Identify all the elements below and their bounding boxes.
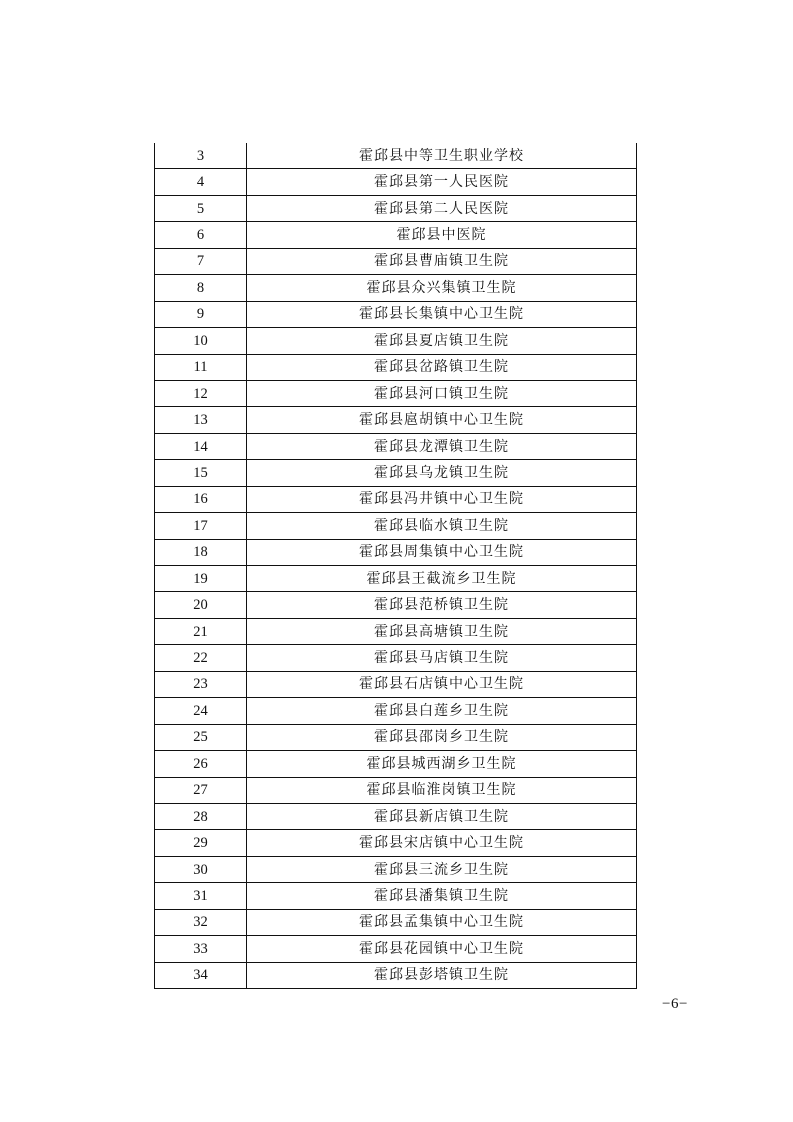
institution-name-cell: 霍邱县城西湖乡卫生院 xyxy=(247,751,637,777)
table-row xyxy=(155,407,637,433)
row-number-cell: 15 xyxy=(155,460,247,486)
table-row xyxy=(155,724,637,750)
row-number-cell: 27 xyxy=(155,777,247,803)
table-row xyxy=(155,143,637,169)
row-number-cell: 25 xyxy=(155,724,247,750)
row-number-cell: 6 xyxy=(155,222,247,248)
institution-name-cell: 霍邱县潘集镇卫生院 xyxy=(247,883,637,909)
institution-name-cell: 霍邱县夏店镇卫生院 xyxy=(247,328,637,354)
institution-name-cell: 霍邱县彭塔镇卫生院 xyxy=(247,962,637,988)
row-number-cell: 9 xyxy=(155,301,247,327)
row-number-cell: 33 xyxy=(155,936,247,962)
row-number-cell: 8 xyxy=(155,275,247,301)
row-number-cell: 14 xyxy=(155,433,247,459)
row-number-cell: 12 xyxy=(155,380,247,406)
table-row xyxy=(155,460,637,486)
row-number-cell: 3 xyxy=(155,143,247,169)
institution-name-cell: 霍邱县新店镇卫生院 xyxy=(247,803,637,829)
row-number-cell: 32 xyxy=(155,909,247,935)
institution-name-cell: 霍邱县邵岗乡卫生院 xyxy=(247,724,637,750)
institution-name-cell: 霍邱县河口镇卫生院 xyxy=(247,380,637,406)
row-number-cell: 11 xyxy=(155,354,247,380)
table-row xyxy=(155,566,637,592)
institution-name-cell: 霍邱县孟集镇中心卫生院 xyxy=(247,909,637,935)
institution-name-cell: 霍邱县王截流乡卫生院 xyxy=(247,566,637,592)
institution-name-cell: 霍邱县扈胡镇中心卫生院 xyxy=(247,407,637,433)
institution-name-cell: 霍邱县中等卫生职业学校 xyxy=(247,143,637,169)
table-body xyxy=(155,143,637,989)
institution-name-cell: 霍邱县中医院 xyxy=(247,222,637,248)
row-number-cell: 28 xyxy=(155,803,247,829)
institution-name-cell: 霍邱县临水镇卫生院 xyxy=(247,513,637,539)
table-row xyxy=(155,433,637,459)
table-row xyxy=(155,671,637,697)
table-row xyxy=(155,592,637,618)
row-number-cell: 5 xyxy=(155,195,247,221)
row-number-cell: 30 xyxy=(155,856,247,882)
institution-name-cell: 霍邱县冯井镇中心卫生院 xyxy=(247,486,637,512)
table-row xyxy=(155,195,637,221)
table-row xyxy=(155,169,637,195)
institution-name-cell: 霍邱县第二人民医院 xyxy=(247,195,637,221)
institution-name-cell: 霍邱县范桥镇卫生院 xyxy=(247,592,637,618)
institution-name-cell: 霍邱县白莲乡卫生院 xyxy=(247,698,637,724)
row-number-cell: 19 xyxy=(155,566,247,592)
row-number-cell: 4 xyxy=(155,169,247,195)
institution-name-cell: 霍邱县长集镇中心卫生院 xyxy=(247,301,637,327)
table-row xyxy=(155,645,637,671)
row-number-cell: 17 xyxy=(155,513,247,539)
table-row xyxy=(155,275,637,301)
row-number-cell: 20 xyxy=(155,592,247,618)
row-number-cell: 21 xyxy=(155,618,247,644)
table-row xyxy=(155,936,637,962)
table-row xyxy=(155,883,637,909)
table-row xyxy=(155,354,637,380)
row-number-cell: 26 xyxy=(155,751,247,777)
table-row xyxy=(155,803,637,829)
table-row xyxy=(155,618,637,644)
table-row xyxy=(155,301,637,327)
row-number-cell: 10 xyxy=(155,328,247,354)
institution-name-cell: 霍邱县第一人民医院 xyxy=(247,169,637,195)
row-number-cell: 16 xyxy=(155,486,247,512)
row-number-cell: 31 xyxy=(155,883,247,909)
institution-name-cell: 霍邱县乌龙镇卫生院 xyxy=(247,460,637,486)
institution-name-cell: 霍邱县花园镇中心卫生院 xyxy=(247,936,637,962)
institution-table xyxy=(154,143,637,989)
row-number-cell: 13 xyxy=(155,407,247,433)
institution-name-cell: 霍邱县众兴集镇卫生院 xyxy=(247,275,637,301)
institution-name-cell: 霍邱县临淮岗镇卫生院 xyxy=(247,777,637,803)
row-number-cell: 24 xyxy=(155,698,247,724)
institution-name-cell: 霍邱县周集镇中心卫生院 xyxy=(247,539,637,565)
row-number-cell: 18 xyxy=(155,539,247,565)
row-number-cell: 29 xyxy=(155,830,247,856)
table-row xyxy=(155,248,637,274)
row-number-cell: 7 xyxy=(155,248,247,274)
table-row xyxy=(155,222,637,248)
institution-name-cell: 霍邱县宋店镇中心卫生院 xyxy=(247,830,637,856)
table-row xyxy=(155,698,637,724)
row-number-cell: 22 xyxy=(155,645,247,671)
institution-name-cell: 霍邱县高塘镇卫生院 xyxy=(247,618,637,644)
row-number-cell: 34 xyxy=(155,962,247,988)
table-row xyxy=(155,539,637,565)
table-row xyxy=(155,962,637,988)
table-row xyxy=(155,486,637,512)
table-row xyxy=(155,328,637,354)
institution-name-cell: 霍邱县曹庙镇卫生院 xyxy=(247,248,637,274)
institution-name-cell: 霍邱县岔路镇卫生院 xyxy=(247,354,637,380)
table-row xyxy=(155,751,637,777)
table-row xyxy=(155,380,637,406)
row-number-cell: 23 xyxy=(155,671,247,697)
table-row xyxy=(155,909,637,935)
institution-name-cell: 霍邱县三流乡卫生院 xyxy=(247,856,637,882)
institution-name-cell: 霍邱县石店镇中心卫生院 xyxy=(247,671,637,697)
institution-name-cell: 霍邱县龙潭镇卫生院 xyxy=(247,433,637,459)
table-row xyxy=(155,777,637,803)
table-row xyxy=(155,513,637,539)
table-row xyxy=(155,830,637,856)
institution-name-cell: 霍邱县马店镇卫生院 xyxy=(247,645,637,671)
table-row xyxy=(155,856,637,882)
page-number: −6− xyxy=(662,996,688,1012)
